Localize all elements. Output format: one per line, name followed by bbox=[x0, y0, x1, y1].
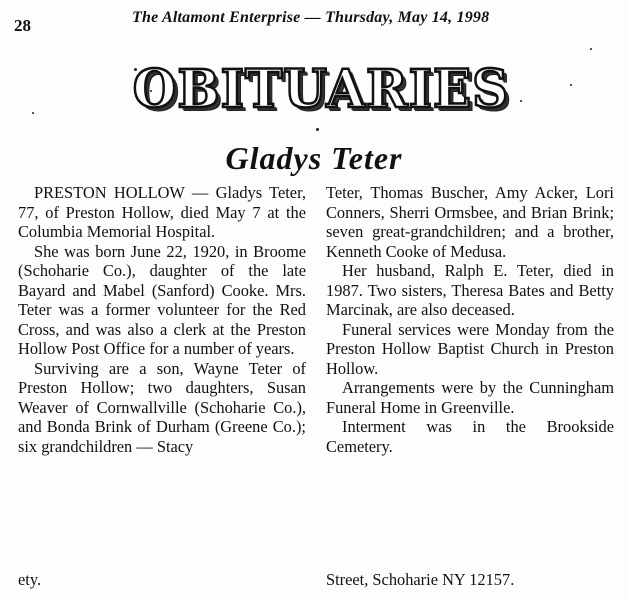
print-speckle bbox=[316, 128, 319, 131]
article-paragraph: Interment was in the Brookside Cemetery. bbox=[326, 417, 614, 456]
print-speckle bbox=[570, 84, 572, 86]
footer-fragment-left: ety. bbox=[18, 570, 42, 589]
section-banner bbox=[132, 57, 510, 119]
article-paragraph: Funeral services were Monday from the Preston Hollow Baptist Church in Preston Hollow. bbox=[326, 319, 614, 378]
article-paragraph: Her husband, Ralph E. Teter, died in 1987. Two sisters, Theresa Bates and Betty Marcinak, are also deceased. bbox=[326, 261, 614, 319]
article-paragraph: PRESTON HOLLOW — Gladys Teter, 77, of Preston Hollow, died May 7 at the Columbia Memorial Hospital. bbox=[18, 183, 306, 241]
print-speckle bbox=[520, 100, 522, 102]
article-headline: Gladys Teter bbox=[225, 140, 403, 176]
article-left-column bbox=[18, 183, 306, 456]
footer-fragment-right: Street, Schoharie NY 12157. bbox=[326, 570, 515, 589]
banner-title: OBITUARIES bbox=[132, 57, 510, 119]
print-speckle bbox=[590, 48, 592, 50]
page-header bbox=[12, 6, 612, 35]
article-paragraph: Surviving are a son, Wayne Teter of Preston Hollow; two daughters, Susan Weaver of Cornwallville (Schoharie Co.), and Bonda Brink of Durham (Greene Co.); six grandchildren — Stacy bbox=[18, 358, 306, 456]
page-number: 28 bbox=[14, 16, 31, 35]
article-paragraph-continued: Teter, Thomas Buscher, Amy Acker, Lori Conners, Sherri Ormsbee, and Brian Brink; seven great-grandchildren; and a brother, Kenneth Cooke of Medusa. bbox=[326, 183, 614, 261]
article-paragraph: Arrangements were by the Cunningham Funeral Home in Greenville. bbox=[326, 378, 614, 417]
article-paragraph: She was born June 22, 1920, in Broome (Schoharie Co.), daughter of the late Bayard and Mabel (Sanford) Cooke. Mrs. Teter was a former volunteer for the Red Cross, and was also a clerk at the Preston Hollow Post Office for a number of years. bbox=[18, 241, 306, 358]
running-head: The Altamont Enterprise — Thursday, May 14, 1998 bbox=[132, 9, 490, 26]
article-right-column bbox=[326, 183, 614, 456]
print-speckle bbox=[32, 112, 34, 114]
